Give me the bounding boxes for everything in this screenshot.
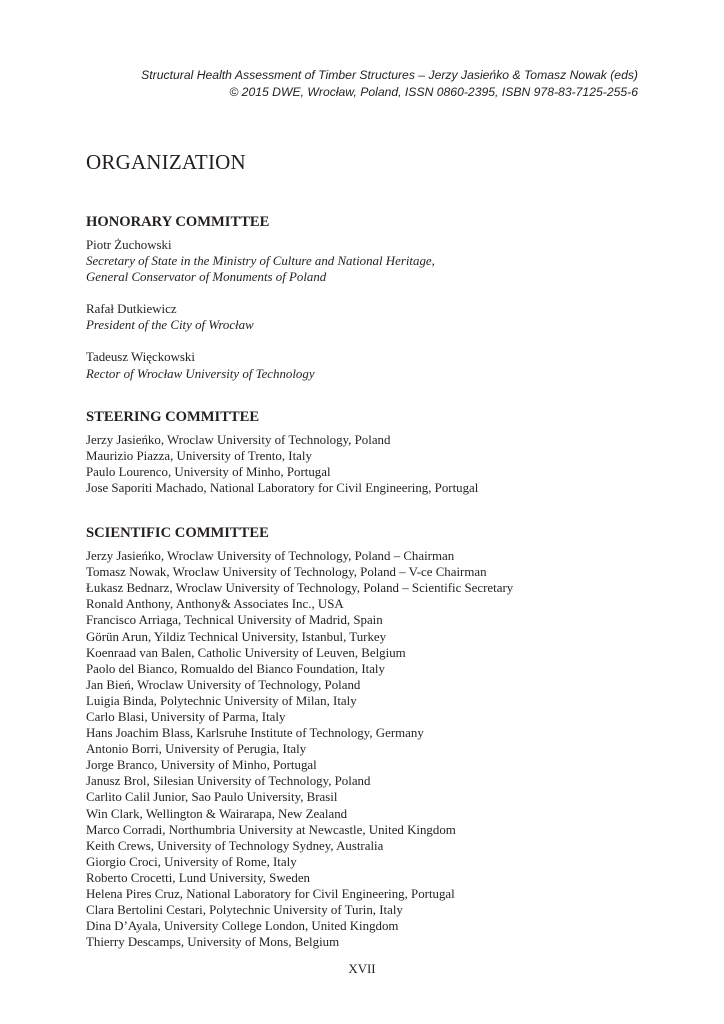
document-body [86,150,646,950]
committee-member: Roberto Crocetti, Lund University, Sweden [86,870,310,885]
page-title: ORGANIZATION [86,150,246,174]
committee-member: Łukasz Bednarz, Wroclaw University of Technology, Poland – Scientific Secretary [86,581,514,596]
committee-member: Janusz Brol, Silesian University of Technology, Poland [86,774,371,789]
member-role: Secretary of State in the Ministry of Culture and National Heritage, [86,254,435,269]
committee-member: Jose Saporiti Machado, National Laboratory for Civil Engineering, Portugal [86,480,479,495]
committee-member: Paulo Lourenco, University of Minho, Portugal [86,464,331,479]
scientific-committee-heading: SCIENTIFIC COMMITTEE [86,525,269,542]
member-role: Rector of Wrocław University of Technology [86,366,315,381]
committee-member: Keith Crews, University of Technology Sydney, Australia [86,838,384,853]
committee-member: Giorgio Croci, University of Rome, Italy [86,854,297,869]
steering-committee-section [86,408,646,496]
committee-member: Carlito Calil Junior, Sao Paulo University, Brasil [86,790,338,805]
member-name: Rafał Dutkiewicz [86,302,177,317]
committee-member: Carlo Blasi, University of Parma, Italy [86,709,286,724]
committee-member: Jerzy Jasieńko, Wroclaw University of Technology, Poland – Chairman [86,549,455,564]
committee-member: Maurizio Piazza, University of Trento, Italy [86,448,312,463]
honorary-committee-heading: HONORARY COMMITTEE [86,214,270,230]
honorary-committee-section [86,213,646,382]
member-name: Piotr Żuchowski [86,238,172,252]
committee-member: Tomasz Nowak, Wroclaw University of Technology, Poland – V-ce Chairman [86,565,487,580]
honorary-member [86,301,646,333]
committee-member: Görün Arun, Yildiz Technical University, Istanbul, Turkey [86,629,387,644]
steering-committee-heading: STEERING COMMITTEE [86,408,260,425]
honorary-member [86,237,646,285]
committee-member: Francisco Arriaga, Technical University of Madrid, Spain [86,613,383,628]
committee-member: Antonio Borri, University of Perugia, Italy [86,742,307,757]
committee-member: Hans Joachim Blass, Karlsruhe Institute of Technology, Germany [86,726,424,741]
committee-member: Clara Bertolini Cestari, Polytechnic University of Turin, Italy [86,903,403,918]
running-header [141,67,638,101]
member-role: President of the City of Wrocław [86,318,254,333]
committee-member: Paolo del Bianco, Romualdo del Bianco Foundation, Italy [86,661,385,676]
scientific-committee-list [86,548,646,950]
committee-member: Dina D’Ayala, University College London, United Kingdom [86,919,399,934]
committee-member: Thierry Descamps, University of Mons, Belgium [86,935,340,950]
committee-member: Jan Bień, Wroclaw University of Technology, Poland [86,677,361,692]
steering-committee-list [86,432,646,496]
scientific-committee-section [86,524,646,950]
committee-member: Koenraad van Balen, Catholic University of Leuven, Belgium [86,645,406,660]
committee-member: Luigia Binda, Polytechnic University of Milan, Italy [86,693,357,708]
honorary-member [86,349,646,381]
committee-member: Jorge Branco, University of Minho, Portugal [86,758,317,773]
committee-member: Helena Pires Cruz, National Laboratory for Civil Engineering, Portugal [86,887,455,901]
committee-member: Ronald Anthony, Anthony& Associates Inc., USA [86,597,344,612]
header-line-1: Structural Health Assessment of Timber Structures – Jerzy Jasieńko & Tomasz Nowak (eds) [141,68,638,82]
header-line-2: © 2015 DWE, Wrocław, Poland, ISSN 0860-2395, ISBN 978-83-7125-255-6 [229,85,638,99]
page-number: XVII [348,962,376,976]
committee-member: Jerzy Jasieńko, Wroclaw University of Technology, Poland [86,432,391,447]
committee-member: Win Clark, Wellington & Wairarapa, New Zealand [86,806,348,821]
member-role: General Conservator of Monuments of Poland [86,270,327,285]
committee-member: Marco Corradi, Northumbria University at Newcastle, United Kingdom [86,822,456,837]
member-name: Tadeusz Więckowski [86,350,195,365]
